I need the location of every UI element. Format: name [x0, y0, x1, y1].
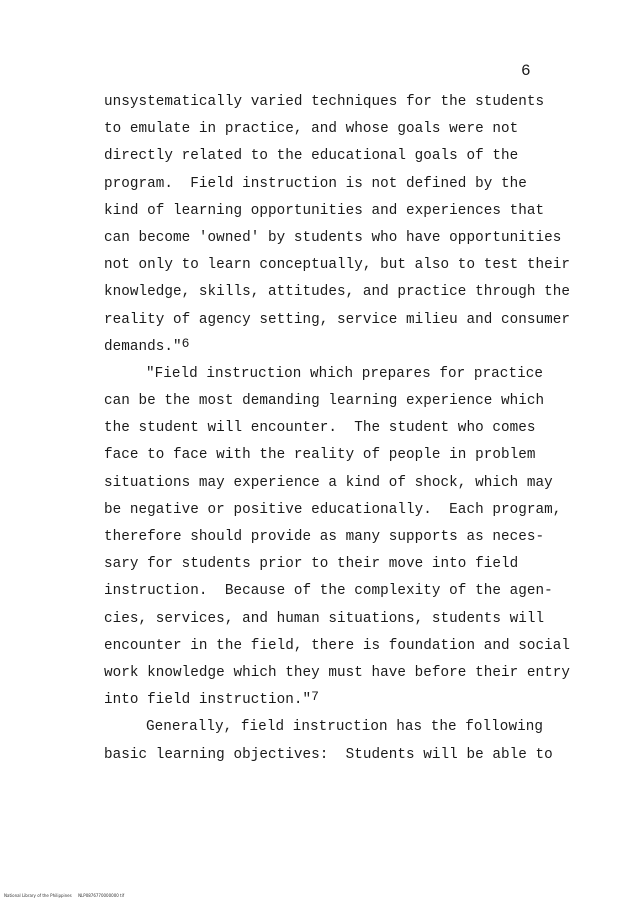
text-line: the student will encounter. The student who comes: [104, 420, 536, 437]
text-line: situations may experience a kind of shock, which may: [104, 474, 553, 491]
text-line: sary for students prior to their move into field: [104, 556, 519, 573]
text-line: instruction. Because of the complexity of the agen-: [104, 583, 553, 600]
text-line: face to face with the reality of people in problem: [104, 447, 536, 464]
text-line: "Field instruction which prepares for practice: [146, 365, 543, 382]
text-line: Generally, field instruction has the following: [146, 719, 543, 736]
text-line: unsystematically varied techniques for the students: [104, 94, 545, 110]
text-line: therefore should provide as many supports as neces-: [104, 529, 545, 545]
text-line: can be the most demanding learning experience which: [104, 393, 545, 410]
footnote-marker-6: 6: [181, 335, 190, 351]
text-line: to emulate in practice, and whose goals were not: [104, 121, 519, 138]
text-line: [104, 687, 574, 714]
text-line: kind of learning opportunities and experiences that: [104, 202, 545, 219]
body-text: [104, 89, 574, 769]
text-line: be negative or positive educationally. Each program,: [104, 501, 562, 518]
text-line: knowledge, skills, attitudes, and practice through the: [104, 284, 570, 301]
archive-stamp: National Library of the Philippines NLP0876770000000 tif: [4, 893, 125, 898]
text-line: work knowledge which they must have before their entry: [104, 664, 570, 681]
footnote-marker-7: 7: [311, 689, 319, 705]
text-line: program. Field instruction is not defined by the: [104, 175, 527, 192]
text-line: [104, 334, 574, 361]
text-line: reality of agency setting, service milieu and consumer: [104, 311, 570, 328]
text-line: not only to learn conceptually, but also to test their: [104, 257, 570, 274]
page-number: 6: [521, 62, 531, 80]
line-text: demands.": [104, 338, 182, 355]
line-text: into field instruction.": [104, 692, 312, 709]
text-line: basic learning objectives: Students will be able to: [104, 746, 553, 763]
text-line: directly related to the educational goals of the: [104, 148, 519, 165]
text-line: encounter in the field, there is foundation and social: [104, 637, 570, 654]
text-line: can become 'owned' by students who have opportunities: [104, 229, 562, 246]
text-line: cies, services, and human situations, students will: [104, 610, 545, 627]
